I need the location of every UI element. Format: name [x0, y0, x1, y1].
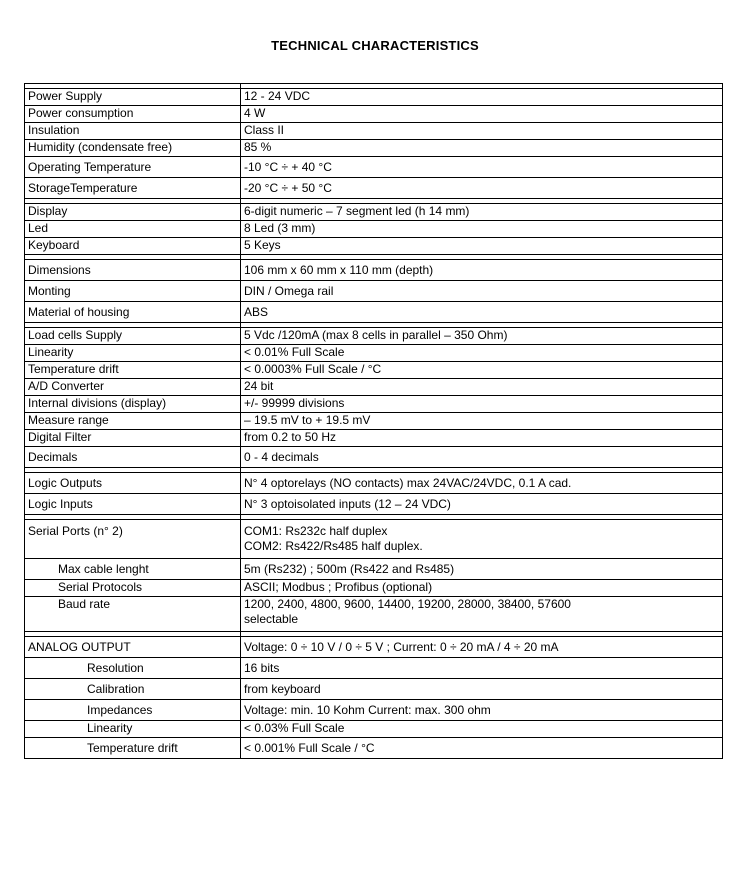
- row-value: N° 4 optorelays (NO contacts) max 24VAC/24VDC, 0.1 A cad.: [241, 473, 723, 494]
- row-value-line: COM2: Rs422/Rs485 half duplex.: [244, 539, 423, 553]
- row-label: Baud rate: [25, 597, 241, 632]
- row-value: [241, 520, 723, 559]
- table-row: [25, 597, 723, 632]
- row-value: 6-digit numeric – 7 segment led (h 14 mm): [241, 204, 723, 221]
- row-value: ASCII; Modbus ; Profibus (optional): [241, 580, 723, 597]
- row-value: Voltage: 0 ÷ 10 V / 0 ÷ 5 V ; Current: 0 ÷ 20 mA / 4 ÷ 20 mA: [241, 637, 723, 658]
- row-label: Temperature drift: [25, 362, 241, 379]
- row-label: Logic Inputs: [25, 494, 241, 515]
- table-row: [25, 637, 723, 658]
- row-value: Voltage: min. 10 Kohm Current: max. 300 ohm: [241, 700, 723, 721]
- table-row: [25, 700, 723, 721]
- row-label: A/D Converter: [25, 379, 241, 396]
- table-row: [25, 738, 723, 759]
- row-value: +/- 99999 divisions: [241, 396, 723, 413]
- table-row: [25, 413, 723, 430]
- row-value: ABS: [241, 302, 723, 323]
- row-label: Keyboard: [25, 238, 241, 255]
- row-label: Material of housing: [25, 302, 241, 323]
- row-value: 4 W: [241, 106, 723, 123]
- page-title: TECHNICAL CHARACTERISTICS: [271, 38, 479, 53]
- table-row: [25, 447, 723, 468]
- row-value: N° 3 optoisolated inputs (12 – 24 VDC): [241, 494, 723, 515]
- row-label: StorageTemperature: [25, 178, 241, 199]
- table-row: [25, 520, 723, 559]
- table-row: [25, 473, 723, 494]
- row-label: Decimals: [25, 447, 241, 468]
- row-value: < 0.01% Full Scale: [241, 345, 723, 362]
- row-value: < 0.001% Full Scale / °C: [241, 738, 723, 759]
- table-row: [25, 430, 723, 447]
- row-value: 5 Vdc /120mA (max 8 cells in parallel – 350 Ohm): [241, 328, 723, 345]
- row-label: Led: [25, 221, 241, 238]
- row-label: Monting: [25, 281, 241, 302]
- row-value: 85 %: [241, 140, 723, 157]
- table-row: [25, 494, 723, 515]
- row-label: Max cable lenght: [25, 559, 241, 580]
- table-row: [25, 123, 723, 140]
- row-value: 5m (Rs232) ; 500m (Rs422 and Rs485): [241, 559, 723, 580]
- row-label: Linearity: [25, 345, 241, 362]
- row-value: 5 Keys: [241, 238, 723, 255]
- row-value: -20 °C ÷ + 50 °C: [241, 178, 723, 199]
- table-row: [25, 721, 723, 738]
- row-value: from 0.2 to 50 Hz: [241, 430, 723, 447]
- table-row: [25, 379, 723, 396]
- table-row: [25, 89, 723, 106]
- row-label: Operating Temperature: [25, 157, 241, 178]
- table-row: [25, 260, 723, 281]
- row-value-line: 1200, 2400, 4800, 9600, 14400, 19200, 28000, 38400, 57600: [244, 597, 571, 611]
- row-value: < 0.0003% Full Scale / °C: [241, 362, 723, 379]
- row-label: Calibration: [25, 679, 241, 700]
- row-label: Serial Ports (n° 2): [25, 520, 241, 559]
- row-label: Digital Filter: [25, 430, 241, 447]
- row-label: Serial Protocols: [25, 580, 241, 597]
- row-label: Resolution: [25, 658, 241, 679]
- row-value: from keyboard: [241, 679, 723, 700]
- row-value: [241, 597, 723, 632]
- row-value: 12 - 24 VDC: [241, 89, 723, 106]
- table-row: [25, 679, 723, 700]
- table-row: [25, 178, 723, 199]
- table-row: [25, 362, 723, 379]
- table-row: [25, 302, 723, 323]
- row-label: Humidity (condensate free): [25, 140, 241, 157]
- row-label: Insulation: [25, 123, 241, 140]
- table-row: [25, 580, 723, 597]
- table-row: [25, 328, 723, 345]
- row-label: Logic Outputs: [25, 473, 241, 494]
- table-row: [25, 345, 723, 362]
- table-row: [25, 281, 723, 302]
- row-value-line: COM1: Rs232c half duplex: [244, 524, 388, 538]
- row-value: -10 °C ÷ + 40 °C: [241, 157, 723, 178]
- row-value: 24 bit: [241, 379, 723, 396]
- table-row: [25, 396, 723, 413]
- table-row: [25, 238, 723, 255]
- row-value: 106 mm x 60 mm x 110 mm (depth): [241, 260, 723, 281]
- row-value: 0 - 4 decimals: [241, 447, 723, 468]
- row-label: Impedances: [25, 700, 241, 721]
- row-value-line: selectable: [244, 612, 299, 626]
- table-row: [25, 221, 723, 238]
- row-label: Load cells Supply: [25, 328, 241, 345]
- specs-table: [24, 83, 723, 759]
- row-label: Display: [25, 204, 241, 221]
- table-row: [25, 106, 723, 123]
- row-label: Linearity: [25, 721, 241, 738]
- row-value: 16 bits: [241, 658, 723, 679]
- table-row: [25, 658, 723, 679]
- table-row: [25, 204, 723, 221]
- row-value: Class II: [241, 123, 723, 140]
- row-value: < 0.03% Full Scale: [241, 721, 723, 738]
- row-value: DIN / Omega rail: [241, 281, 723, 302]
- row-label: ANALOG OUTPUT: [25, 637, 241, 658]
- table-row: [25, 157, 723, 178]
- row-label: Internal divisions (display): [25, 396, 241, 413]
- row-label: Dimensions: [25, 260, 241, 281]
- row-label: Temperature drift: [25, 738, 241, 759]
- table-row: [25, 140, 723, 157]
- row-label: Power consumption: [25, 106, 241, 123]
- row-label: Power Supply: [25, 89, 241, 106]
- row-value: – 19.5 mV to + 19.5 mV: [241, 413, 723, 430]
- row-value: 8 Led (3 mm): [241, 221, 723, 238]
- row-label: Measure range: [25, 413, 241, 430]
- table-row: [25, 559, 723, 580]
